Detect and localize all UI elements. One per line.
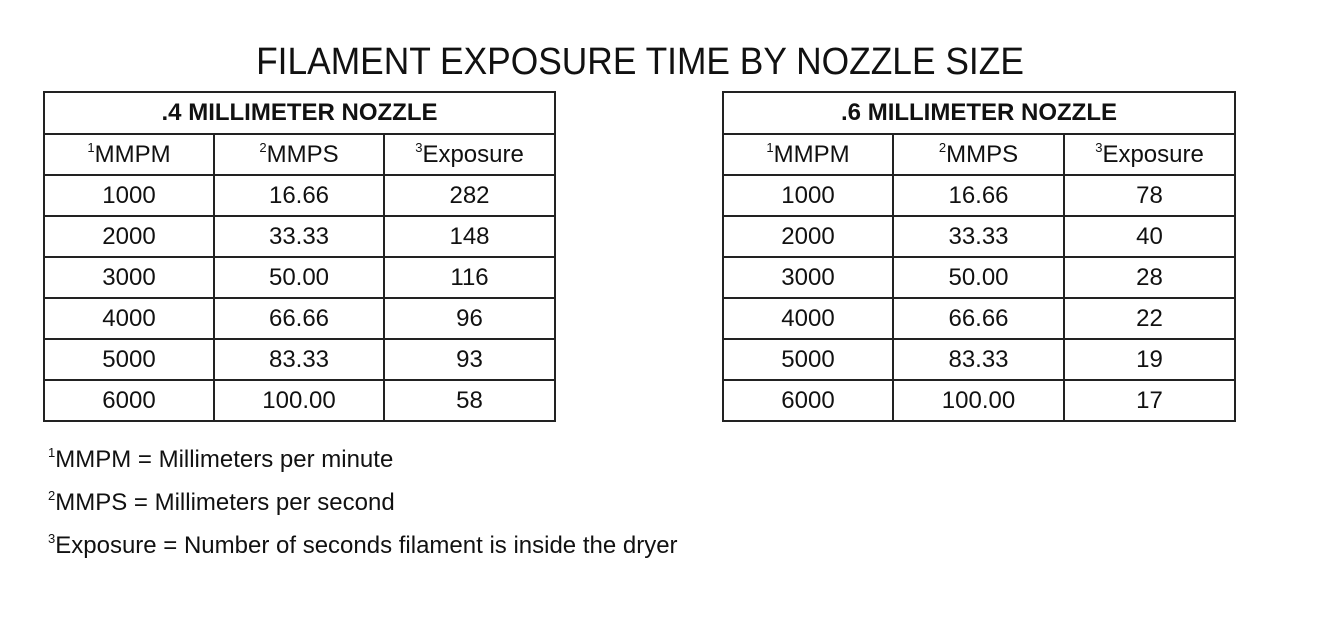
cell-mmpm: 2000 [723, 216, 893, 257]
table-row [44, 175, 555, 216]
column-header-mmps [214, 134, 384, 175]
table-caption: .4 MILLIMETER NOZZLE [44, 92, 555, 134]
cell-mmpm: 6000 [723, 380, 893, 421]
footnote-marker: 2 [48, 488, 56, 503]
footnote-text: Exposure = Number of seconds filament is inside the dryer [55, 532, 678, 559]
table-row [723, 175, 1235, 216]
footnote-mmpm [48, 438, 678, 481]
cell-mmps: 83.33 [893, 339, 1064, 380]
cell-mmpm: 3000 [723, 257, 893, 298]
footnote-marker: 3 [1095, 139, 1103, 155]
column-header-label: MMPS [266, 140, 339, 168]
cell-mmpm: 4000 [44, 298, 214, 339]
cell-mmpm: 6000 [44, 380, 214, 421]
footnote-marker: 3 [48, 531, 56, 546]
table-row [723, 380, 1235, 421]
column-header-row [723, 134, 1235, 175]
cell-exposure: 17 [1064, 380, 1235, 421]
column-header-exposure [1064, 134, 1235, 175]
cell-mmpm: 5000 [44, 339, 214, 380]
column-header-label: MMPS [946, 140, 1019, 168]
cell-mmps: 100.00 [893, 380, 1064, 421]
cell-exposure: 148 [384, 216, 555, 257]
cell-mmpm: 1000 [723, 175, 893, 216]
cell-mmpm: 5000 [723, 339, 893, 380]
footnotes [48, 438, 678, 567]
footnote-text: MMPM = Millimeters per minute [55, 446, 394, 473]
footnote-marker: 1 [87, 139, 95, 155]
cell-exposure: 28 [1064, 257, 1235, 298]
cell-mmpm: 2000 [44, 216, 214, 257]
table-row [44, 380, 555, 421]
table-row [723, 339, 1235, 380]
page-title: FILAMENT EXPOSURE TIME BY NOZZLE SIZE [256, 41, 1024, 83]
cell-mmps: 50.00 [893, 257, 1064, 298]
table-row [723, 216, 1235, 257]
footnote-marker: 3 [415, 139, 423, 155]
cell-mmpm: 3000 [44, 257, 214, 298]
cell-exposure: 78 [1064, 175, 1235, 216]
table-row [723, 298, 1235, 339]
footnote-marker: 2 [938, 139, 947, 155]
cell-mmpm: 1000 [44, 175, 214, 216]
cell-exposure: 93 [384, 339, 555, 380]
cell-mmps: 83.33 [214, 339, 384, 380]
cell-mmpm: 4000 [723, 298, 893, 339]
cell-exposure: 58 [384, 380, 555, 421]
cell-mmps: 16.66 [214, 175, 384, 216]
footnote-marker: 2 [259, 139, 267, 155]
table-caption-row [44, 92, 555, 134]
column-header-label: Exposure [422, 140, 524, 168]
table-row [44, 298, 555, 339]
cell-mmps: 66.66 [214, 298, 384, 339]
cell-exposure: 96 [384, 298, 555, 339]
footnote-marker: 1 [766, 139, 774, 155]
footnote-text: MMPS = Millimeters per second [55, 489, 395, 516]
table-caption: .6 MILLIMETER NOZZLE [723, 92, 1235, 134]
cell-exposure: 22 [1064, 298, 1235, 339]
column-header-label: MMPM [94, 140, 171, 168]
cell-exposure: 116 [384, 257, 555, 298]
nozzle-table-06 [722, 91, 1236, 422]
table-row [44, 216, 555, 257]
cell-mmps: 16.66 [893, 175, 1064, 216]
footnote-exposure [48, 524, 678, 567]
column-header-mmpm [44, 134, 214, 175]
table-caption-row [723, 92, 1235, 134]
footnote-mmps [48, 481, 678, 524]
cell-mmps: 33.33 [893, 216, 1064, 257]
table-row [44, 257, 555, 298]
cell-mmps: 100.00 [214, 380, 384, 421]
column-header-mmps [893, 134, 1064, 175]
column-header-mmpm [723, 134, 893, 175]
column-header-exposure [384, 134, 555, 175]
cell-exposure: 282 [384, 175, 555, 216]
column-header-label: Exposure [1102, 140, 1204, 168]
table-row [723, 257, 1235, 298]
cell-mmps: 50.00 [214, 257, 384, 298]
footnote-marker: 1 [48, 445, 56, 460]
nozzle-table-04 [43, 91, 556, 422]
cell-mmps: 33.33 [214, 216, 384, 257]
cell-exposure: 19 [1064, 339, 1235, 380]
table-row [44, 339, 555, 380]
column-header-label: MMPM [773, 140, 850, 168]
cell-exposure: 40 [1064, 216, 1235, 257]
column-header-row [44, 134, 555, 175]
cell-mmps: 66.66 [893, 298, 1064, 339]
